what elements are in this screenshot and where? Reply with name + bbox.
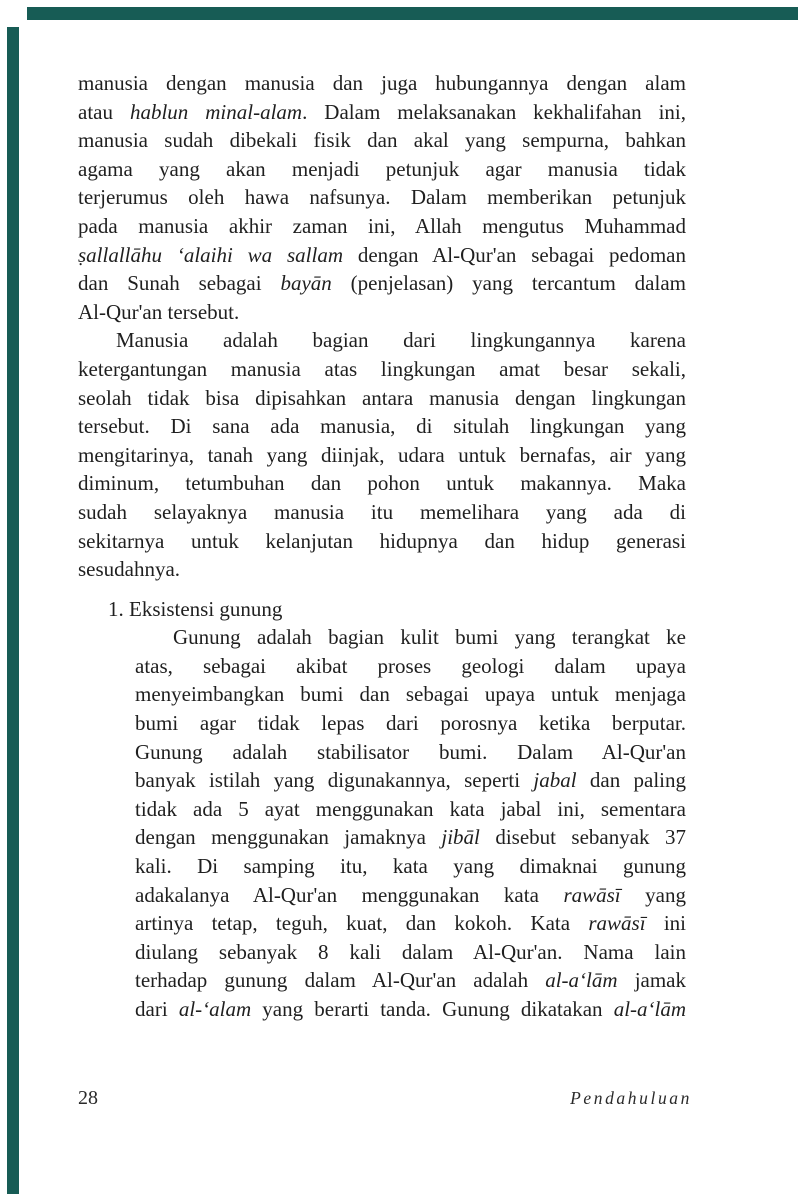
text-segment: diulang sebanyak 8 kali dalam Al-Qur'an. Nama lain — [135, 939, 686, 964]
text-line — [135, 623, 686, 652]
text-line — [135, 966, 686, 995]
italic-term: rawāsī — [588, 911, 646, 936]
text-line — [78, 498, 686, 527]
italic-term: al-a‘lām — [545, 968, 618, 993]
text-line — [135, 738, 686, 767]
text-segment: Gunung adalah bagian kulit bumi yang terangkat ke — [173, 625, 686, 650]
italic-term: bayān — [280, 271, 332, 296]
text-segment: diminum, tetumbuhan dan pohon untuk makannya. Maka — [78, 471, 686, 496]
italic-term: rawāsī — [563, 882, 621, 907]
text-line — [78, 269, 686, 298]
text-segment: tersebut. Di sana ada manusia, di situlah lingkungan yang — [78, 414, 686, 439]
italic-term: al-a‘lām — [613, 997, 687, 1021]
italic-term: jabal — [533, 768, 577, 793]
text-line — [78, 298, 686, 327]
text-block — [78, 69, 686, 1024]
text-segment: ketergantungan manusia atas lingkungan amat besar sekali, — [78, 356, 686, 381]
text-line — [78, 384, 686, 413]
text-line — [78, 155, 686, 184]
text-segment: menyeimbangkan bumi dan sebagai upaya untuk menjaga — [135, 682, 686, 707]
text-segment: terhadap gunung dalam Al-Qur'an adalah — [135, 968, 546, 993]
text-segment: adakalanya Al-Qur'an menggunakan kata — [135, 882, 564, 907]
italic-term: hablun minal-alam — [129, 99, 303, 124]
text-line — [78, 241, 686, 270]
text-segment: tidak ada 5 ayat menggunakan kata jabal ini, sementara — [135, 796, 686, 821]
text-line — [135, 852, 686, 881]
text-segment: banyak istilah yang digunakannya, seperti — [135, 768, 534, 793]
text-segment: 1. Eksistensi gunung — [108, 596, 283, 621]
text-segment: sudah selayaknya manusia itu memelihara yang ada di — [78, 499, 686, 524]
text-segment: disebut sebanyak 37 — [479, 825, 686, 850]
text-segment: sesudahnya. — [78, 557, 181, 582]
text-line — [108, 595, 686, 624]
section-heading — [108, 595, 686, 624]
text-line — [78, 69, 686, 98]
text-line — [135, 709, 686, 738]
text-segment: atau — [78, 99, 130, 124]
text-line — [135, 938, 686, 967]
text-line — [78, 469, 686, 498]
text-segment: terjerumus oleh hawa nafsunya. Dalam memberikan petunjuk — [78, 185, 686, 210]
paragraph-1 — [78, 69, 686, 326]
text-line — [78, 212, 686, 241]
text-line — [78, 412, 686, 441]
text-segment: agama yang akan menjadi petunjuk agar manusia tidak — [78, 156, 686, 181]
page-border-left — [7, 27, 19, 1194]
text-line — [78, 527, 686, 556]
text-segment: kali. Di samping itu, kata yang dimaknai gunung — [135, 854, 686, 879]
text-line — [78, 126, 686, 155]
italic-term: al-‘alam — [178, 997, 252, 1021]
text-segment: artinya tetap, teguh, kuat, dan kokoh. Kata — [135, 911, 589, 936]
text-segment: manusia sudah dibekali fisik dan akal yang sempurna, bahkan — [78, 128, 686, 153]
text-segment: dengan Al-Qur'an sebagai pedoman — [343, 242, 686, 267]
text-segment: Gunung adalah stabilisator bumi. Dalam Al-Qur'an — [135, 739, 686, 764]
text-line — [135, 881, 686, 910]
text-line — [135, 995, 686, 1024]
text-line — [78, 326, 686, 355]
text-segment: atas, sebagai akibat proses geologi dalam upaya — [135, 653, 686, 678]
text-segment: dengan menggunakan jamaknya — [135, 825, 442, 850]
text-line — [135, 823, 686, 852]
page-footer — [78, 1087, 692, 1110]
text-line — [78, 355, 686, 384]
text-segment: Al-Qur'an tersebut. — [78, 299, 240, 324]
text-segment: (penjelasan) yang tercantum dalam — [331, 271, 686, 296]
text-line — [135, 652, 686, 681]
text-line — [135, 795, 686, 824]
text-segment: dari — [135, 997, 179, 1021]
running-title: Pendahuluan — [570, 1088, 692, 1108]
text-line — [78, 183, 686, 212]
text-line — [135, 909, 686, 938]
text-segment: pada manusia akhir zaman ini, Allah mengutus Muhammad — [78, 213, 686, 238]
text-segment: dan paling — [576, 768, 686, 793]
text-line — [135, 680, 686, 709]
text-segment: dan Sunah sebagai — [78, 271, 281, 296]
text-line — [78, 555, 686, 584]
text-segment: . Dalam melaksanakan kekhalifahan ini, — [302, 99, 686, 124]
paragraph-3 — [135, 623, 686, 1023]
text-segment: yang — [620, 882, 686, 907]
text-segment: jamak — [617, 968, 687, 993]
text-line — [135, 766, 686, 795]
italic-term: jibāl — [441, 825, 480, 850]
text-segment: bumi agar tidak lepas dari porosnya ketika berputar. — [135, 711, 686, 736]
text-segment: mengitarinya, tanah yang diinjak, udara untuk bernafas, air yang — [78, 442, 686, 467]
text-segment: ini — [645, 911, 686, 936]
text-segment: seolah tidak bisa dipisahkan antara manusia dengan lingkungan — [78, 385, 686, 410]
text-segment: sekitarnya untuk kelanjutan hidupnya dan hidup generasi — [78, 528, 686, 553]
text-line — [78, 441, 686, 470]
text-segment: manusia dengan manusia dan juga hubungannya dengan alam — [78, 71, 686, 95]
page-border-top — [27, 7, 798, 20]
text-segment: yang berarti tanda. Gunung dikatakan — [251, 997, 614, 1021]
text-segment: Manusia adalah bagian dari lingkungannya karena — [116, 328, 686, 353]
page-number: 28 — [78, 1087, 98, 1109]
italic-term: ṣallallāhu ‘alaihi wa sallam — [78, 242, 343, 267]
text-line — [78, 98, 686, 127]
paragraph-2 — [78, 326, 686, 583]
